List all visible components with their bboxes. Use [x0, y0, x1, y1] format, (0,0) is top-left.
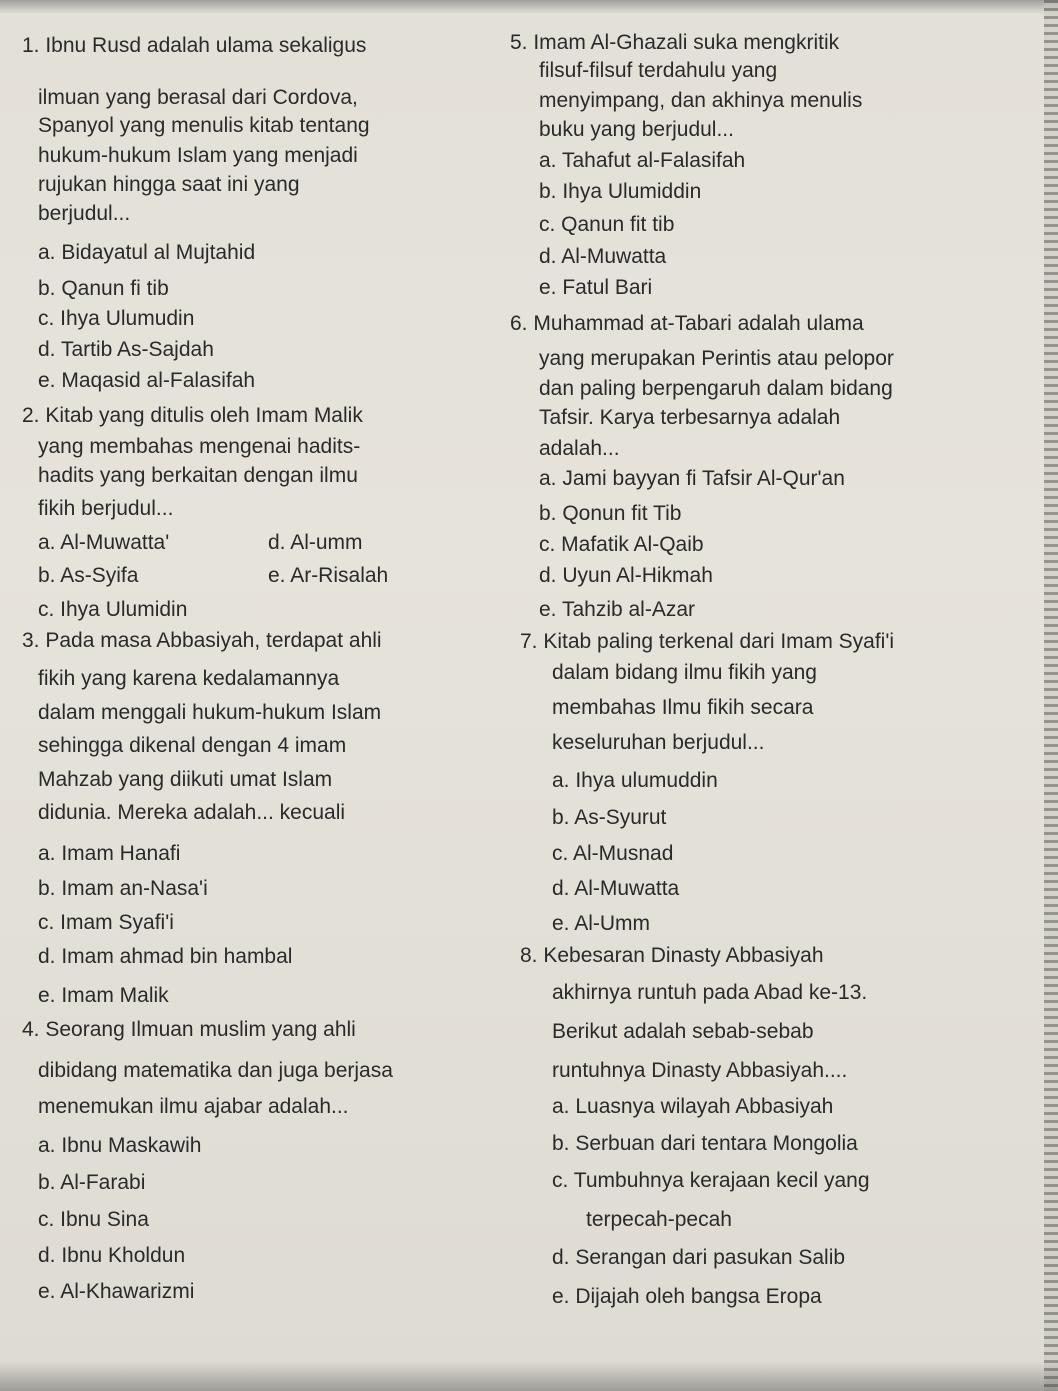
- question-6-line-5: adalah...: [539, 437, 620, 460]
- question-4-option-c: c. Ibnu Sina: [38, 1208, 149, 1231]
- question-5-option-b: b. Ihya Ulumiddin: [539, 180, 702, 203]
- question-4-option-e: e. Al-Khawarizmi: [38, 1280, 195, 1303]
- question-1-option-b: b. Qanun fi tib: [38, 277, 169, 300]
- question-3-line-3: dalam menggali hukum-hukum Islam: [38, 701, 382, 724]
- question-8-line-1: 8. Kebesaran Dinasty Abbasiyah: [520, 944, 824, 967]
- question-3-line-4: sehingga dikenal dengan 4 imam: [38, 734, 347, 757]
- question-6-option-c: c. Mafatik Al-Qaib: [539, 533, 704, 556]
- question-2-option-e: e. Ar-Risalah: [268, 564, 389, 587]
- question-6-option-b: b. Qonun fit Tib: [539, 502, 682, 525]
- question-5-line-2: filsuf-filsuf terdahulu yang: [539, 59, 778, 82]
- question-4-line-3: menemukan ilmu ajabar adalah...: [38, 1095, 349, 1118]
- question-2-line-4: fikih berjudul...: [38, 497, 174, 520]
- question-8-option-d: d. Serangan dari pasukan Salib: [552, 1246, 846, 1269]
- question-1-option-a: a. Bidayatul al Mujtahid: [38, 241, 256, 264]
- question-7-option-e: e. Al-Umm: [552, 912, 651, 935]
- question-2-option-b: b. As-Syifa: [38, 564, 139, 587]
- question-8-line-3: Berikut adalah sebab-sebab: [552, 1020, 814, 1043]
- question-3-option-b: b. Imam an-Nasa'i: [38, 877, 208, 900]
- question-3-option-a: a. Imam Hanafi: [38, 842, 181, 865]
- question-7-line-3: membahas Ilmu fikih secara: [552, 696, 814, 719]
- question-1-line-3: Spanyol yang menulis kitab tentang: [38, 114, 370, 137]
- question-1-option-c: c. Ihya Ulumudin: [38, 307, 195, 330]
- question-3-option-c: c. Imam Syafi'i: [38, 911, 174, 934]
- page-top-shadow: [0, 0, 1058, 14]
- question-4-option-a: a. Ibnu Maskawih: [38, 1134, 202, 1157]
- question-1-line-1: 1. Ibnu Rusd adalah ulama sekaligus: [22, 34, 367, 57]
- question-8-option-a: a. Luasnya wilayah Abbasiyah: [552, 1095, 834, 1118]
- question-6-option-e: e. Tahzib al-Azar: [539, 598, 696, 621]
- question-3-option-e: e. Imam Malik: [38, 984, 169, 1007]
- question-6-line-4: Tafsir. Karya terbesarnya adalah: [539, 406, 841, 429]
- question-5-option-a: a. Tahafut al-Falasifah: [539, 149, 746, 172]
- question-4-line-2: dibidang matematika dan juga berjasa: [38, 1059, 393, 1082]
- question-1-line-5: rujukan hingga saat ini yang: [38, 173, 300, 196]
- question-2-option-a: a. Al-Muwatta': [38, 531, 170, 554]
- question-2-line-2: yang membahas mengenai hadits-: [38, 435, 361, 458]
- question-3-option-d: d. Imam ahmad bin hambal: [38, 945, 293, 968]
- question-8-option-c-continued: terpecah-pecah: [586, 1208, 732, 1231]
- question-7-option-d: d. Al-Muwatta: [552, 877, 680, 900]
- question-7-option-c: c. Al-Musnad: [552, 842, 674, 865]
- question-4-line-1: 4. Seorang Ilmuan muslim yang ahli: [22, 1018, 356, 1041]
- page-bottom-shadow: [0, 1361, 1058, 1391]
- question-1-line-2: ilmuan yang berasal dari Cordova,: [38, 86, 358, 109]
- question-2-option-c: c. Ihya Ulumidin: [38, 598, 188, 621]
- question-8-option-c: c. Tumbuhnya kerajaan kecil yang: [552, 1169, 870, 1192]
- question-7-line-2: dalam bidang ilmu fikih yang: [552, 661, 817, 684]
- question-8-line-4: runtuhnya Dinasty Abbasiyah....: [552, 1059, 848, 1082]
- question-6-line-1: 6. Muhammad at-Tabari adalah ulama: [510, 312, 864, 335]
- question-1-option-d: d. Tartib As-Sajdah: [38, 338, 214, 361]
- binding-edge: [1044, 0, 1058, 1391]
- question-6-line-2: yang merupakan Perintis atau pelopor: [539, 347, 894, 370]
- question-7-option-a: a. Ihya ulumuddin: [552, 769, 718, 792]
- question-5-line-3: menyimpang, dan akhinya menulis: [539, 89, 863, 112]
- question-5-option-d: d. Al-Muwatta: [539, 245, 667, 268]
- question-7-line-1: 7. Kitab paling terkenal dari Imam Syafi'i: [520, 630, 895, 653]
- question-6-option-d: d. Uyun Al-Hikmah: [539, 564, 713, 587]
- question-1-line-4: hukum-hukum Islam yang menjadi: [38, 144, 358, 167]
- question-3-line-5: Mahzab yang diikuti umat Islam: [38, 768, 333, 791]
- question-4-option-b: b. Al-Farabi: [38, 1171, 146, 1194]
- question-3-line-2: fikih yang karena kedalamannya: [38, 667, 340, 690]
- question-2-line-3: hadits yang berkaitan dengan ilmu: [38, 464, 358, 487]
- question-2-option-d: d. Al-umm: [268, 531, 363, 554]
- question-5-option-c: c. Qanun fit tib: [539, 213, 675, 236]
- question-5-line-4: buku yang berjudul...: [539, 118, 734, 141]
- question-6-line-3: dan paling berpengaruh dalam bidang: [539, 377, 893, 400]
- question-3-line-6: didunia. Mereka adalah... kecuali: [38, 801, 346, 824]
- question-7-line-4: keseluruhan berjudul...: [552, 731, 765, 754]
- question-6-option-a: a. Jami bayyan fi Tafsir Al-Qur'an: [539, 467, 845, 490]
- question-8-option-b: b. Serbuan dari tentara Mongolia: [552, 1132, 858, 1155]
- question-5-line-1: 5. Imam Al-Ghazali suka mengkritik: [510, 31, 840, 54]
- question-3-line-1: 3. Pada masa Abbasiyah, terdapat ahli: [22, 629, 382, 652]
- question-2-line-1: 2. Kitab yang ditulis oleh Imam Malik: [22, 404, 363, 427]
- question-8-line-2: akhirnya runtuh pada Abad ke-13.: [552, 981, 868, 1004]
- question-7-option-b: b. As-Syurut: [552, 806, 667, 829]
- question-5-option-e: e. Fatul Bari: [539, 276, 653, 299]
- question-4-option-d: d. Ibnu Kholdun: [38, 1244, 186, 1267]
- question-1-option-e: e. Maqasid al-Falasifah: [38, 369, 256, 392]
- question-8-option-e: e. Dijajah oleh bangsa Eropa: [552, 1285, 822, 1308]
- question-1-line-6: berjudul...: [38, 202, 131, 225]
